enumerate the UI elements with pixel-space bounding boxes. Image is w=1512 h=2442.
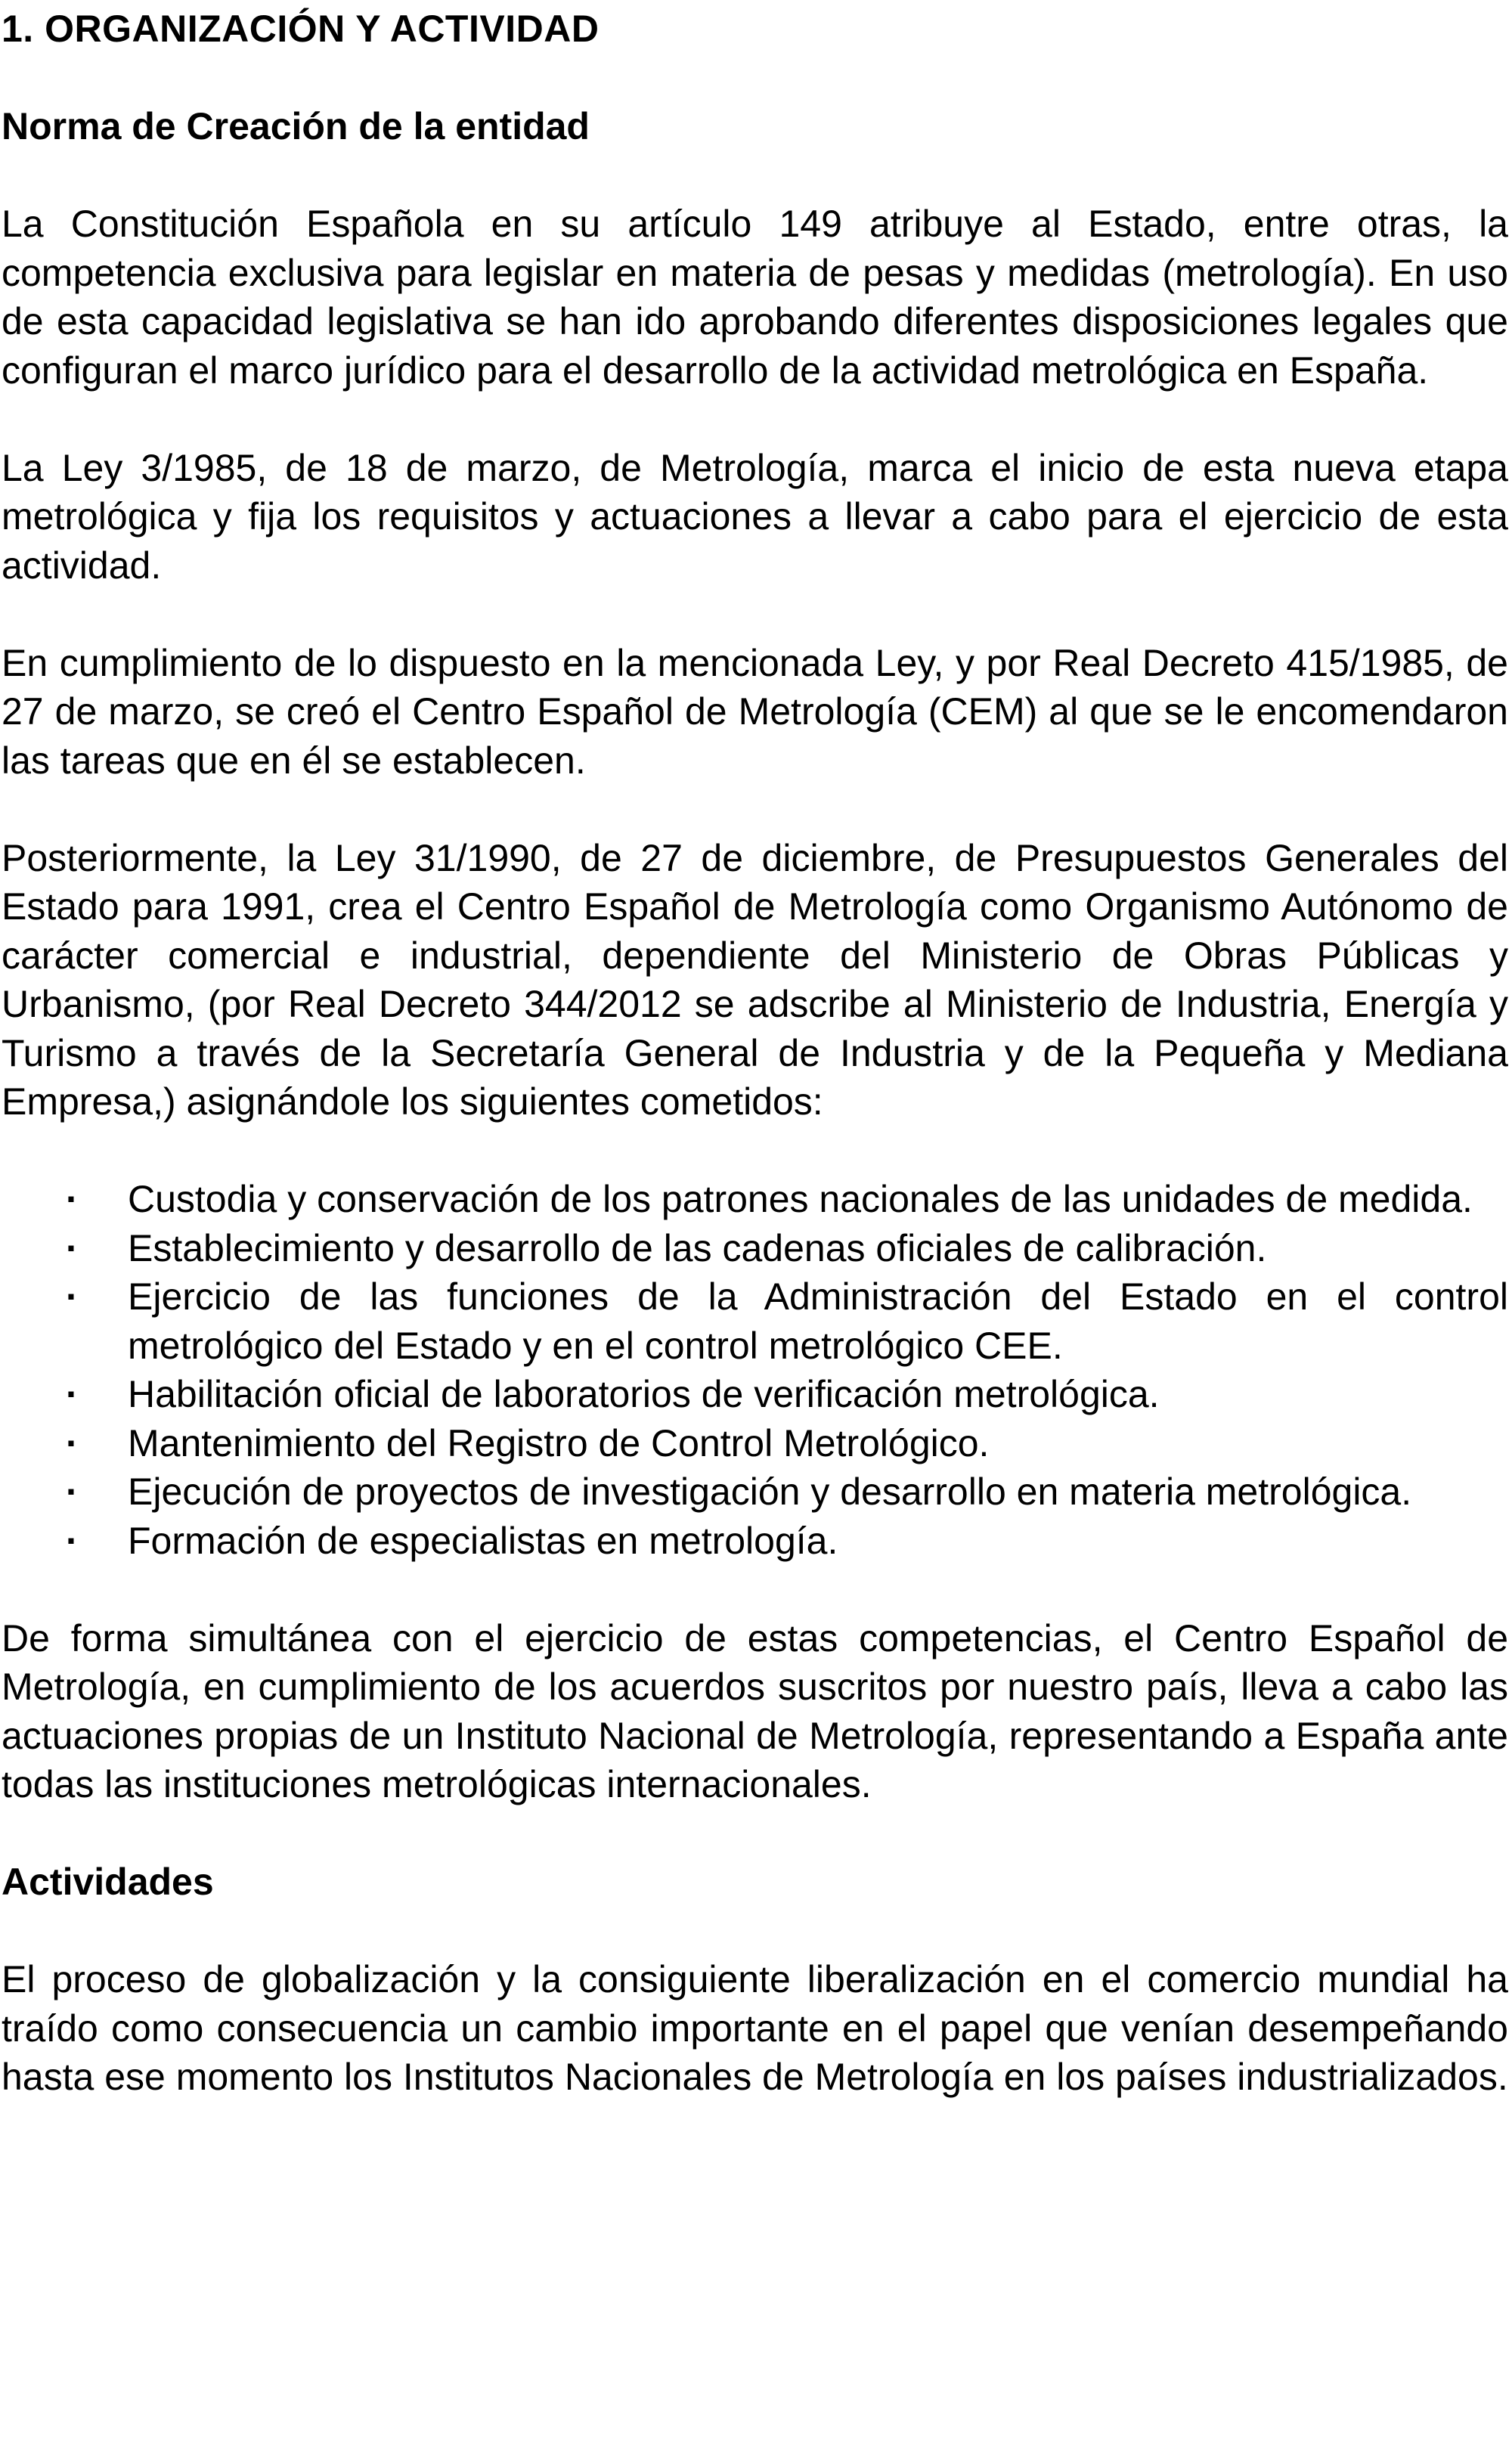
list-item xyxy=(2,1419,1508,1468)
paragraph-real-decreto: En cumplimiento de lo dispuesto en la mencionada Ley, y por Real Decreto 415/1985, de 27 de marzo, se creó el Centro Español de Metrología (CEM) al que se le encomendaron las tareas que en él se establecen. xyxy=(2,641,1508,782)
bullet-icon: · xyxy=(66,1178,79,1220)
bullet-icon: · xyxy=(66,1275,79,1318)
section-title: 1. ORGANIZACIÓN Y ACTIVIDAD xyxy=(2,8,600,50)
list-item-text: Establecimiento y desarrollo de las cadenas oficiales de calibración. xyxy=(128,1226,1267,1269)
document-body xyxy=(2,5,1508,2102)
duties-list xyxy=(2,1175,1508,1565)
list-item xyxy=(2,1370,1508,1419)
paragraph-globalizacion: El proceso de globalización y la consiguiente liberalización en el comercio mundial ha traído como consecuencia un cambio importante en el papel que venían desempeñando hasta ese momento los Institutos Nacionales de Metrología en los países industrializados. xyxy=(2,1958,1508,2098)
bullet-icon: · xyxy=(66,1226,79,1269)
paragraph-ley-metrologia: La Ley 3/1985, de 18 de marzo, de Metrología, marca el inicio de esta nueva etapa metrológica y fija los requisitos y actuaciones a llevar a cabo para el ejercicio de esta actividad. xyxy=(2,446,1508,587)
paragraph-instituto-nacional: De forma simultánea con el ejercicio de estas competencias, el Centro Español de Metrología, en cumplimiento de los acuerdos suscritos por nuestro país, lleva a cabo las actuaciones propias de un Instituto Nacional de Metrología, representando a España ante todas las instituciones metrológicas internacionales. xyxy=(2,1616,1508,1805)
subheading-creation: Norma de Creación de la entidad xyxy=(2,105,590,147)
subheading-activities: Actividades xyxy=(2,1861,214,1903)
list-item xyxy=(2,1517,1508,1566)
bullet-icon: · xyxy=(66,1470,79,1513)
paragraph-constitution: La Constitución Española en su artículo 149 atribuye al Estado, entre otras, la competencia exclusiva para legislar en materia de pesas y medidas (metrología). En uso de esta capacidad legislativa se han ido aprobando diferentes disposiciones legales que configuran el marco jurídico para el desarrollo de la actividad metrológica en España. xyxy=(2,203,1508,392)
bullet-icon: · xyxy=(66,1519,79,1562)
list-item-text: Ejercicio de las funciones de la Administración del Estado en el control metrológico del Estado y en el control metrológico CEE. xyxy=(128,1275,1508,1367)
bullet-icon: · xyxy=(66,1373,79,1415)
paragraph-organismo-autonomo: Posteriormente, la Ley 31/1990, de 27 de diciembre, de Presupuestos Generales del Estado para 1991, crea el Centro Español de Metrología como Organismo Autónomo de carácter comercial e industrial, dependiente del Ministerio de Obras Públicas y Urbanismo, (por Real Decreto 344/2012 se adscribe al Ministerio de Industria, Energía y Turismo a través de la Secretaría General de Industria y de la Pequeña y Mediana Empresa,) asignándole los siguientes cometidos: xyxy=(2,836,1508,1123)
list-item-text: Habilitación oficial de laboratorios de verificación metrológica. xyxy=(128,1373,1160,1415)
list-item-text: Formación de especialistas en metrología. xyxy=(128,1519,838,1562)
bullet-icon: · xyxy=(66,1421,79,1464)
list-item xyxy=(2,1272,1508,1370)
list-item xyxy=(2,1175,1508,1224)
list-item-text: Mantenimiento del Registro de Control Metrológico. xyxy=(128,1421,990,1464)
list-item-text: Ejecución de proyectos de investigación y desarrollo en materia metrológica. xyxy=(128,1470,1412,1513)
list-item xyxy=(2,1224,1508,1273)
list-item xyxy=(2,1467,1508,1517)
list-item-text: Custodia y conservación de los patrones nacionales de las unidades de medida. xyxy=(128,1178,1473,1220)
